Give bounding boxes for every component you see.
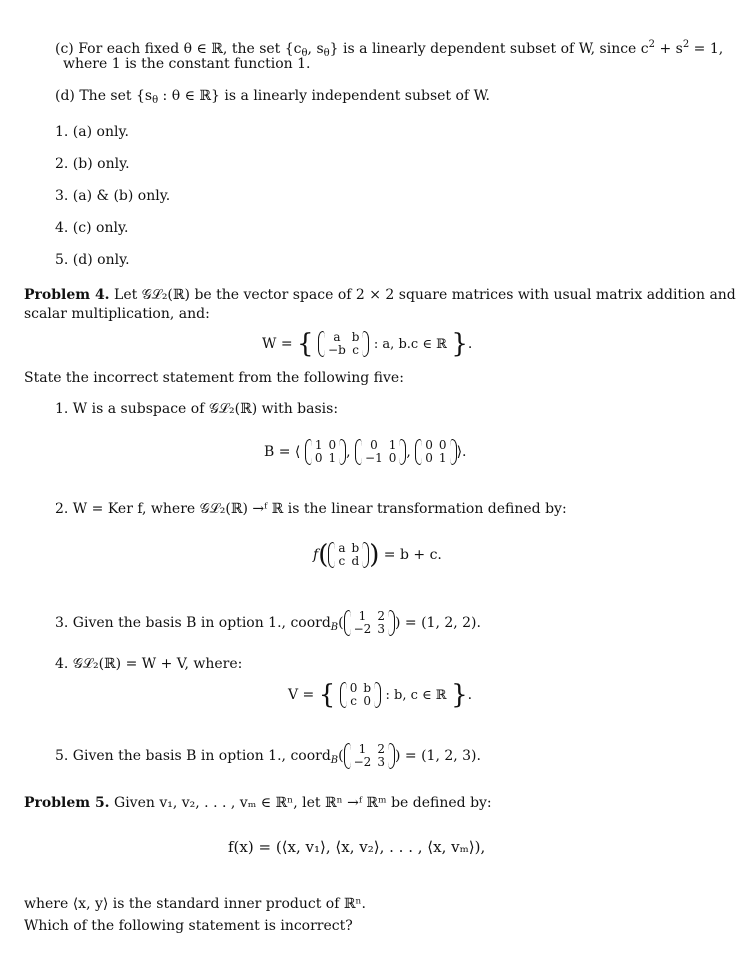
opt3-result: = (1, 2, 2). <box>404 615 481 631</box>
f-definition <box>313 535 442 575</box>
cell: 1 <box>314 438 323 452</box>
f-lhs: f <box>313 547 319 563</box>
item-d <box>55 87 490 110</box>
cell: b <box>351 541 360 555</box>
brace-close: } <box>451 680 468 710</box>
p4-option3: 3. Given the basis B in option 1., coord$_B$( 1 2 −2 3 ) = (1, 2, 2). <box>55 609 481 636</box>
problem4-intro1: Let 𝒢ℒ₂(ℝ) be the vector space of 2 × 2 square matrices with usual matrix addition and <box>114 287 736 303</box>
cell: 2 <box>377 742 385 756</box>
cell: −2 <box>353 622 372 636</box>
cell: a <box>338 541 346 555</box>
V-matrix <box>340 682 381 708</box>
problem4-instruction: State the incorrect statement from the following five: <box>24 370 404 386</box>
cell: −b <box>328 343 346 357</box>
item-d-text-a: (d) The set {s <box>55 88 153 104</box>
B-matrix-2 <box>355 439 406 465</box>
brace-close: } <box>451 329 468 359</box>
W-matrix <box>318 331 369 357</box>
problem4-label: Problem 4. <box>24 287 110 303</box>
brace-open: { <box>318 680 336 710</box>
cell: 1 <box>358 609 367 623</box>
problem4-intro-line2: scalar multiplication, and: <box>24 306 210 322</box>
cell: c <box>338 554 346 568</box>
item-c-line2: where 1 is the constant function 1. <box>63 56 311 72</box>
problem5-where: where ⟨x, y⟩ is the standard inner product of ℝⁿ. <box>24 896 366 912</box>
cell: c <box>352 343 359 357</box>
cell: −1 <box>365 451 383 465</box>
cell: 2 <box>377 609 385 623</box>
V-lhs: V = <box>288 687 315 703</box>
cell: 1 <box>388 438 397 452</box>
opt3-matrix <box>344 610 395 636</box>
opt3-text: 3. Given the basis B in option 1., coord <box>55 615 331 631</box>
cell: a <box>333 330 341 344</box>
paren-open: ( <box>318 540 329 570</box>
option-3: 3. (a) & (b) only. <box>55 188 171 204</box>
cell: 3 <box>377 622 385 636</box>
item-c-text-e: = 1, <box>689 41 724 57</box>
item-c-text-a: (c) For each fixed θ ∈ ℝ, the set {c <box>55 41 302 57</box>
problem5-intro-text: Given v₁, v₂, . . . , vₘ ∈ ℝⁿ, let ℝⁿ →ᶠ ℝᵐ be defined by: <box>114 795 492 811</box>
problem5-question: Which of the following statement is incorrect? <box>24 918 353 934</box>
option-1: 1. (a) only. <box>55 124 129 140</box>
problem4-intro-line1 <box>24 286 736 304</box>
brace-open: { <box>297 329 314 359</box>
cell: 0 <box>370 438 378 452</box>
cell: 1 <box>358 742 367 756</box>
cell: −2 <box>353 755 372 769</box>
problem5-label: Problem 5. <box>24 795 110 811</box>
cell: 0 <box>425 438 433 452</box>
item-c-text-c: } is a linearly dependent subset of W, since c <box>329 41 649 57</box>
cell: d <box>351 554 360 568</box>
item-d-text-b: : θ ∈ ℝ} is a linearly independent subset of W. <box>158 88 490 104</box>
cell: 1 <box>438 451 447 465</box>
opt5-matrix <box>344 743 395 769</box>
cell: 0 <box>425 451 433 465</box>
p4-option5: 5. Given the basis B in option 1., coord$_B$( 1 2 −2 3 ) = (1, 2, 3). <box>55 742 481 769</box>
sub: θ <box>301 48 308 59</box>
problem5-formula: f(x) = (⟨x, v₁⟩, ⟨x, v₂⟩, . . . , ⟨x, vₘ⟩), <box>228 838 486 856</box>
p4-option4: 4. 𝒢ℒ₂(ℝ) = W + V, where: <box>55 656 243 672</box>
B-matrix-1 <box>305 439 346 465</box>
sub: θ <box>323 48 330 59</box>
item-c-text-d: + s <box>655 41 683 57</box>
V-condition: : b, c ∈ ℝ <box>385 688 447 703</box>
cell: 0 <box>328 438 337 452</box>
W-lhs: W = <box>262 336 293 352</box>
B-definition: B = ⟨ 1 0 0 1 , 0 1 −1 0 , 0 0 0 1 ⟩. <box>264 438 467 465</box>
option-5: 5. (d) only. <box>55 252 130 268</box>
cell: 0 <box>363 694 372 708</box>
W-condition: : a, b.c ∈ ℝ <box>373 337 447 352</box>
V-definition: V = { 0 b c 0 : b, c ∈ ℝ }. <box>288 680 473 710</box>
paren-close: ) <box>369 540 380 570</box>
cell: 0 <box>438 438 447 452</box>
cell: b <box>351 330 360 344</box>
sub: B <box>330 622 339 633</box>
B-lhs: B = ⟨ <box>264 444 301 460</box>
problem5-intro <box>24 794 492 812</box>
cell: 0 <box>388 451 397 465</box>
opt5-result: = (1, 2, 3). <box>404 748 481 764</box>
item-c-text-b: , s <box>307 41 324 57</box>
W-definition: W = { a b −b c : a, b.c ∈ ℝ }. <box>262 329 473 359</box>
sub: B <box>330 755 339 766</box>
cell: b <box>363 681 372 695</box>
opt5-text: 5. Given the basis B in option 1., coord <box>55 748 331 764</box>
p4-option2: 2. W = Ker f, where 𝒢ℒ₂(ℝ) →ᶠ ℝ is the linear transformation defined by: <box>55 501 567 517</box>
cell: c <box>350 694 357 708</box>
option-2: 2. (b) only. <box>55 156 130 172</box>
cell: 0 <box>314 451 323 465</box>
option-4: 4. (c) only. <box>55 220 129 236</box>
p4-option1: 1. W is a subspace of 𝒢ℒ₂(ℝ) with basis: <box>55 401 339 417</box>
f-matrix <box>328 542 369 568</box>
cell: 0 <box>349 681 358 695</box>
sup: 2 <box>648 39 656 50</box>
f-rhs: = b + c. <box>383 547 442 563</box>
cell: 1 <box>328 451 337 465</box>
sub: θ <box>152 95 159 106</box>
B-end: ⟩. <box>456 444 467 460</box>
B-matrix-3 <box>415 439 456 465</box>
cell: 3 <box>377 755 385 769</box>
sup: 2 <box>682 39 690 50</box>
